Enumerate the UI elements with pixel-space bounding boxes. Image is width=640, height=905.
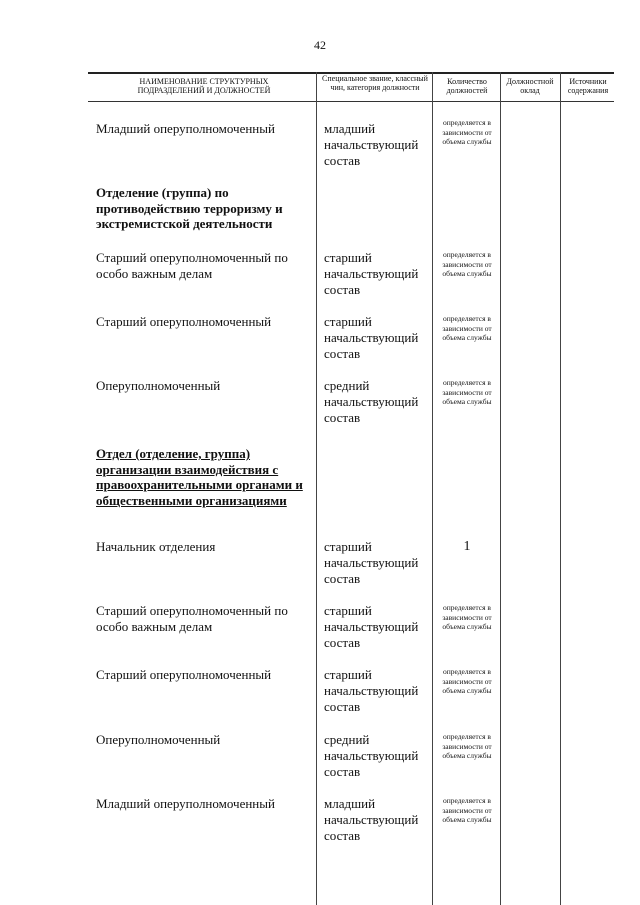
section-heading: Отделение (группа) по противодействию терроризму и экстремистской деятельности [96, 185, 283, 231]
position-name: Младший оперуполномоченный [96, 121, 275, 136]
header-salary: Должностной оклад [506, 77, 554, 95]
position-qty: определяется в зависимости от объема службы [442, 314, 492, 343]
position-rank: старший начальствующий состав [324, 250, 419, 297]
position-qty: определяется в зависимости от объема службы [442, 667, 492, 696]
header-rank: Специальное звание, классный чин, категория должности [322, 74, 428, 92]
table-header-bottom-rule [88, 101, 614, 102]
column-divider [432, 72, 433, 905]
page-number: 42 [314, 38, 326, 52]
position-qty: определяется в зависимости от объема службы [442, 796, 492, 825]
position-name: Младший оперуполномоченный [96, 796, 275, 811]
position-name: Старший оперуполномоченный по особо важным делам [96, 603, 288, 634]
position-rank: старший начальствующий состав [324, 603, 419, 650]
position-qty: определяется в зависимости от объема службы [442, 603, 492, 632]
position-name: Оперуполномоченный [96, 732, 221, 747]
position-name: Старший оперуполномоченный [96, 667, 272, 682]
position-qty: 1 [463, 539, 471, 554]
position-qty: определяется в зависимости от объема службы [442, 378, 492, 407]
column-divider [500, 72, 501, 905]
position-rank: старший начальствующий состав [324, 314, 419, 361]
column-divider [560, 72, 561, 905]
header-qty: Количество должностей [446, 77, 488, 95]
header-source: Источники содержания [567, 77, 609, 95]
position-qty: определяется в зависимости от объема службы [442, 732, 492, 761]
position-qty: определяется в зависимости от объема службы [442, 250, 492, 279]
header-name: НАИМЕНОВАНИЕ СТРУКТУРНЫХ ПОДРАЗДЕЛЕНИЙ И ДОЛЖНОСТЕЙ [137, 77, 271, 95]
position-qty: определяется в зависимости от объема службы [442, 118, 492, 147]
position-name: Старший оперуполномоченный по особо важным делам [96, 250, 288, 281]
position-rank: старший начальствующий состав [324, 539, 419, 586]
position-rank: младший начальствующий состав [324, 796, 419, 843]
position-name: Начальник отделения [96, 539, 216, 554]
position-rank: средний начальствующий состав [324, 732, 419, 779]
section-heading: Отдел (отделение, группа) организации взаимодействия с правоохранительными органами и общественными организациями [96, 446, 303, 508]
position-name: Старший оперуполномоченный [96, 314, 272, 329]
position-rank: старший начальствующий состав [324, 667, 419, 714]
position-rank: младший начальствующий состав [324, 121, 419, 168]
position-rank: средний начальствующий состав [324, 378, 419, 425]
column-divider [316, 72, 317, 905]
position-name: Оперуполномоченный [96, 378, 221, 393]
